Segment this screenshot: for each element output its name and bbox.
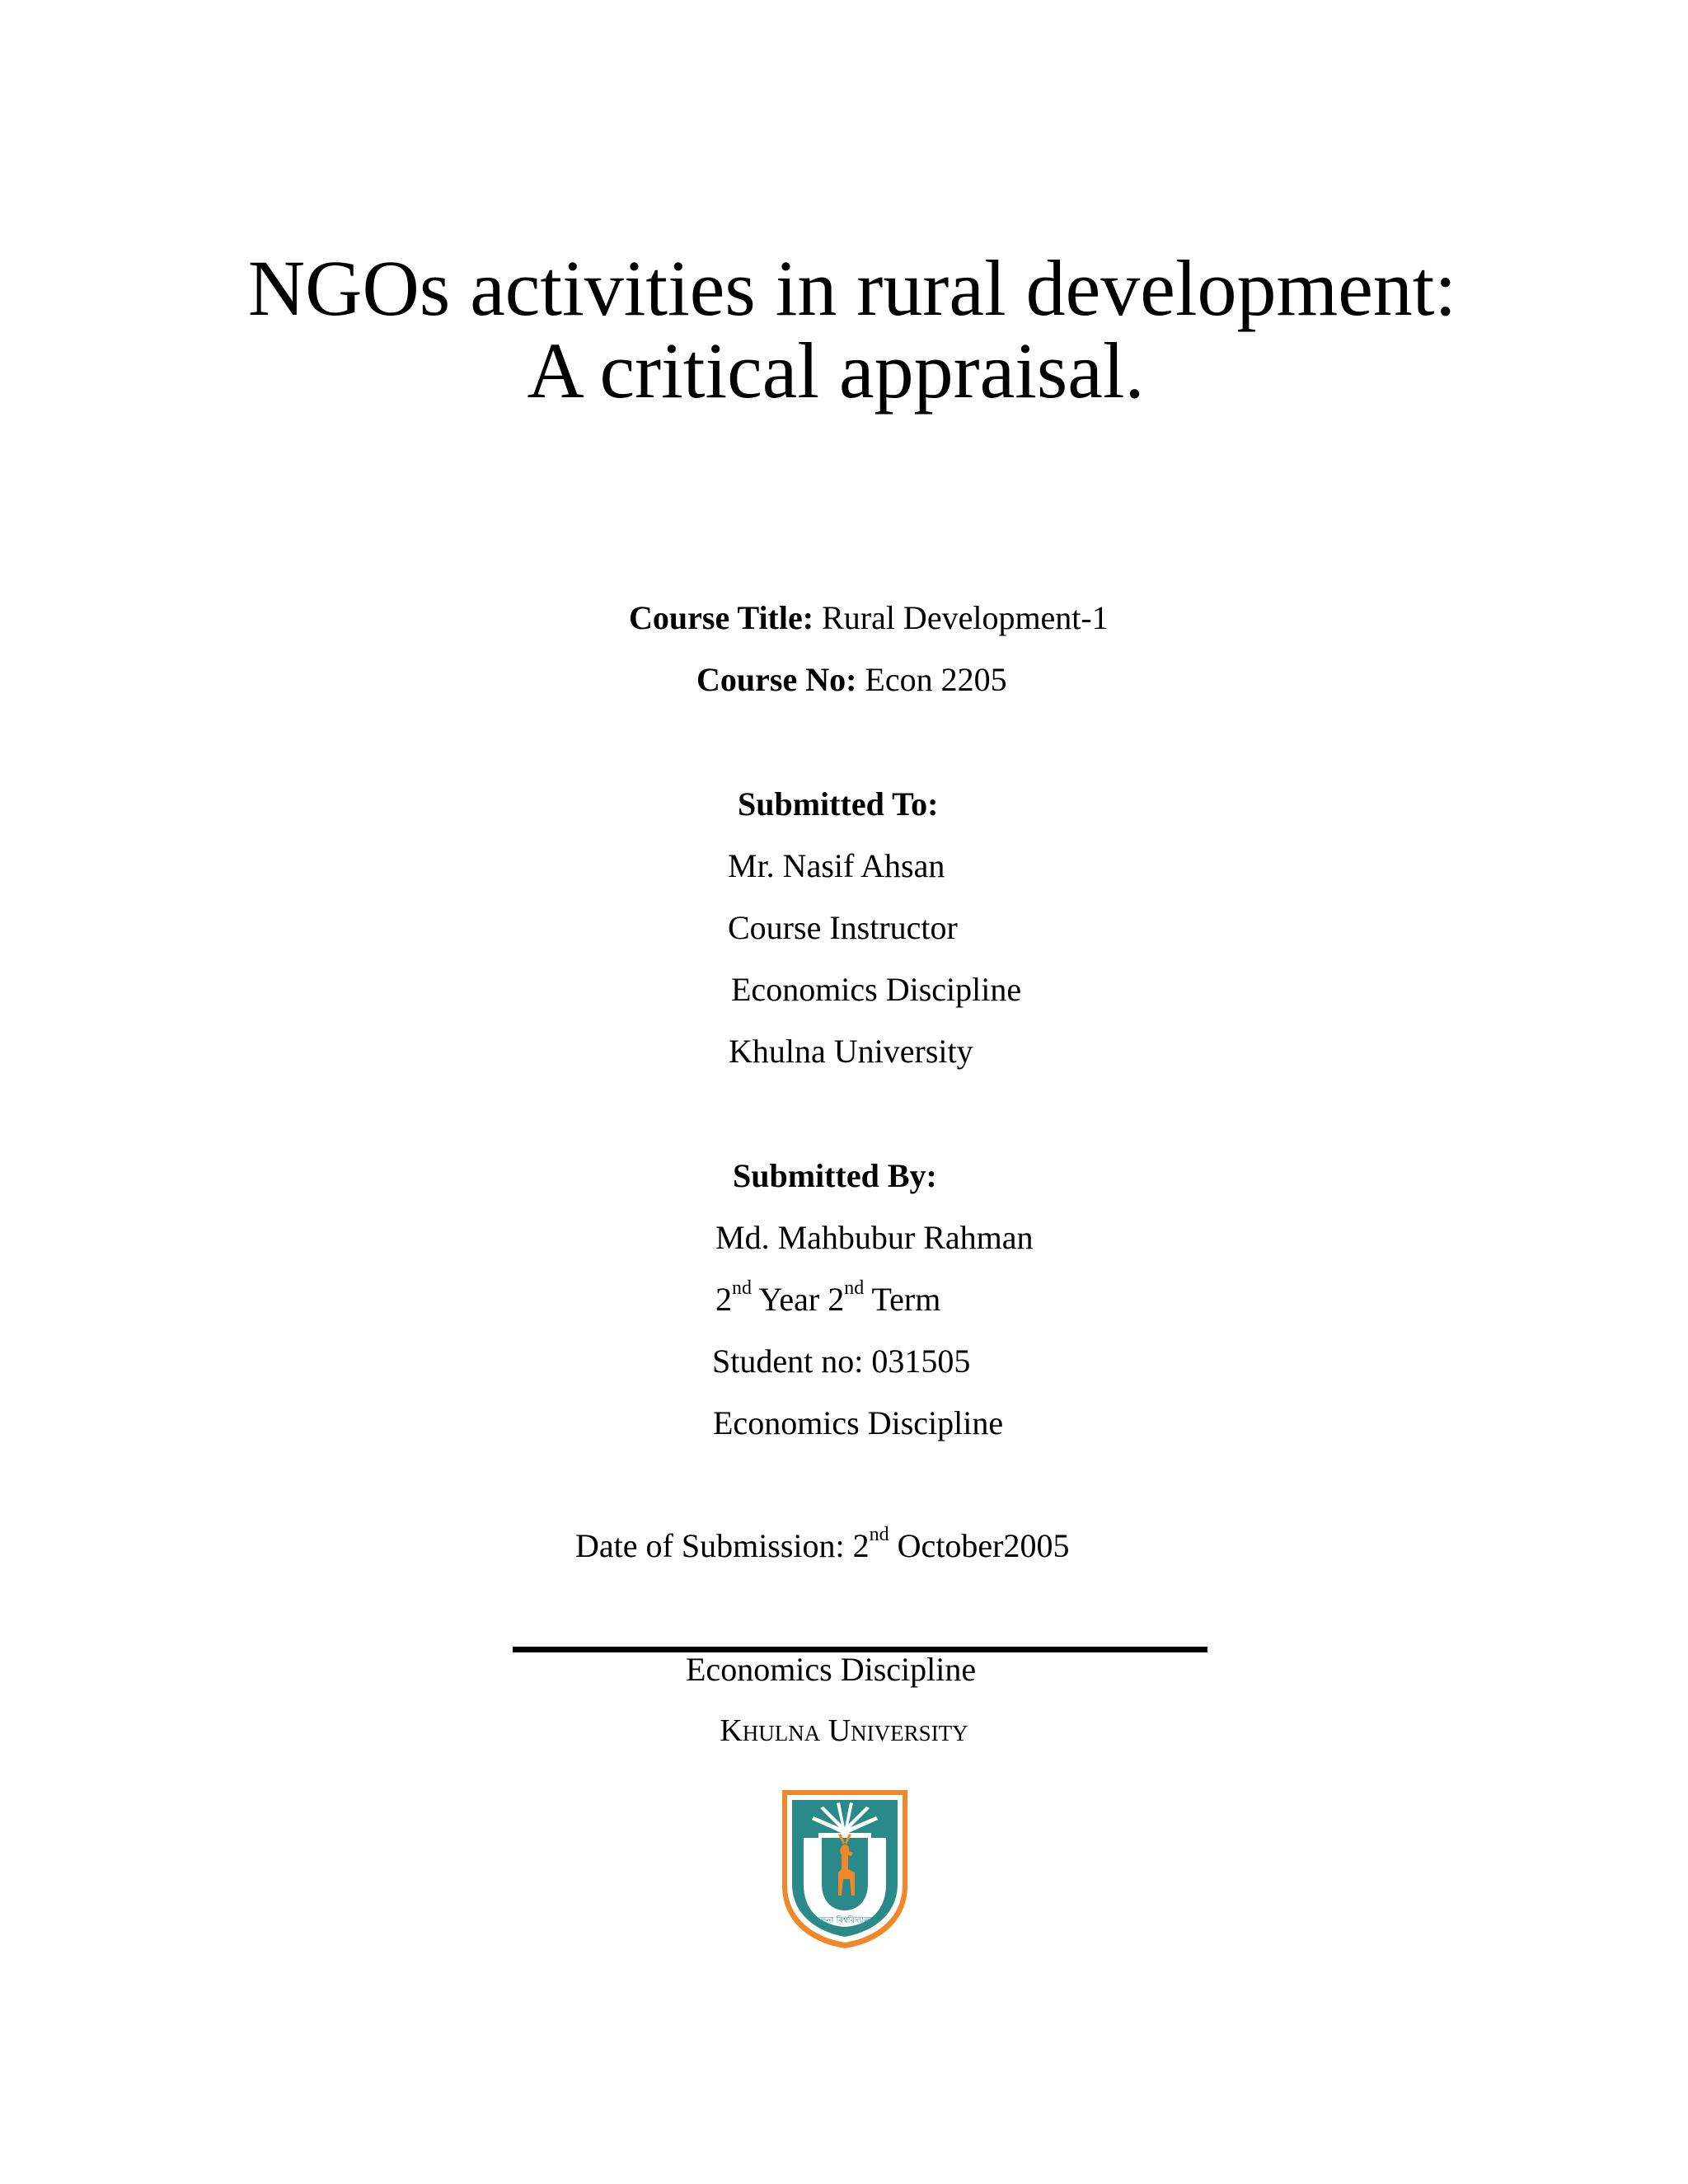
- document-title-line-1: NGOs activities in rural development:: [247, 244, 1457, 332]
- submitted-to-heading: Submitted To:: [738, 785, 939, 823]
- course-title-row: [629, 598, 1109, 638]
- seal-text: খুলনা বিশ্ববিদ্যালয়: [814, 1916, 875, 1925]
- document-title-line-2: A critical appraisal.: [527, 326, 1145, 415]
- student-name: Md. Mahbubur Rahman: [715, 1219, 1034, 1256]
- khulna-university-seal-icon: [779, 1787, 911, 1952]
- instructor-university: Khulna University: [729, 1033, 973, 1070]
- instructor-department: Economics Discipline: [731, 971, 1022, 1008]
- student-department: Economics Discipline: [713, 1404, 1004, 1441]
- year-ordinal: nd: [732, 1277, 752, 1299]
- footer-department: Economics Discipline: [686, 1651, 977, 1688]
- instructor-role: Course Instructor: [728, 909, 958, 946]
- course-no-label: Course No:: [696, 661, 857, 698]
- course-title-label: Course Title:: [629, 599, 814, 636]
- course-no-row: [696, 660, 1007, 700]
- submission-date-label: Date of Submission: 2: [575, 1527, 870, 1564]
- student-number: Student no: 031505: [712, 1343, 971, 1380]
- course-no-value: Econ 2205: [856, 661, 1007, 698]
- term-word: Term: [864, 1281, 941, 1318]
- course-title-value: Rural Development-1: [814, 599, 1109, 636]
- year-number: 2: [715, 1281, 732, 1318]
- year-word: Year 2: [752, 1281, 845, 1318]
- term-ordinal: nd: [844, 1277, 865, 1299]
- submission-date: [575, 1523, 1070, 1566]
- student-year-term: [715, 1277, 941, 1319]
- submission-day-ordinal: nd: [869, 1523, 889, 1545]
- submission-date-rest: October2005: [889, 1527, 1070, 1564]
- footer-university: Khulna University: [720, 1713, 968, 1748]
- submitted-by-heading: Submitted By:: [733, 1157, 937, 1194]
- instructor-name: Mr. Nasif Ahsan: [728, 847, 945, 884]
